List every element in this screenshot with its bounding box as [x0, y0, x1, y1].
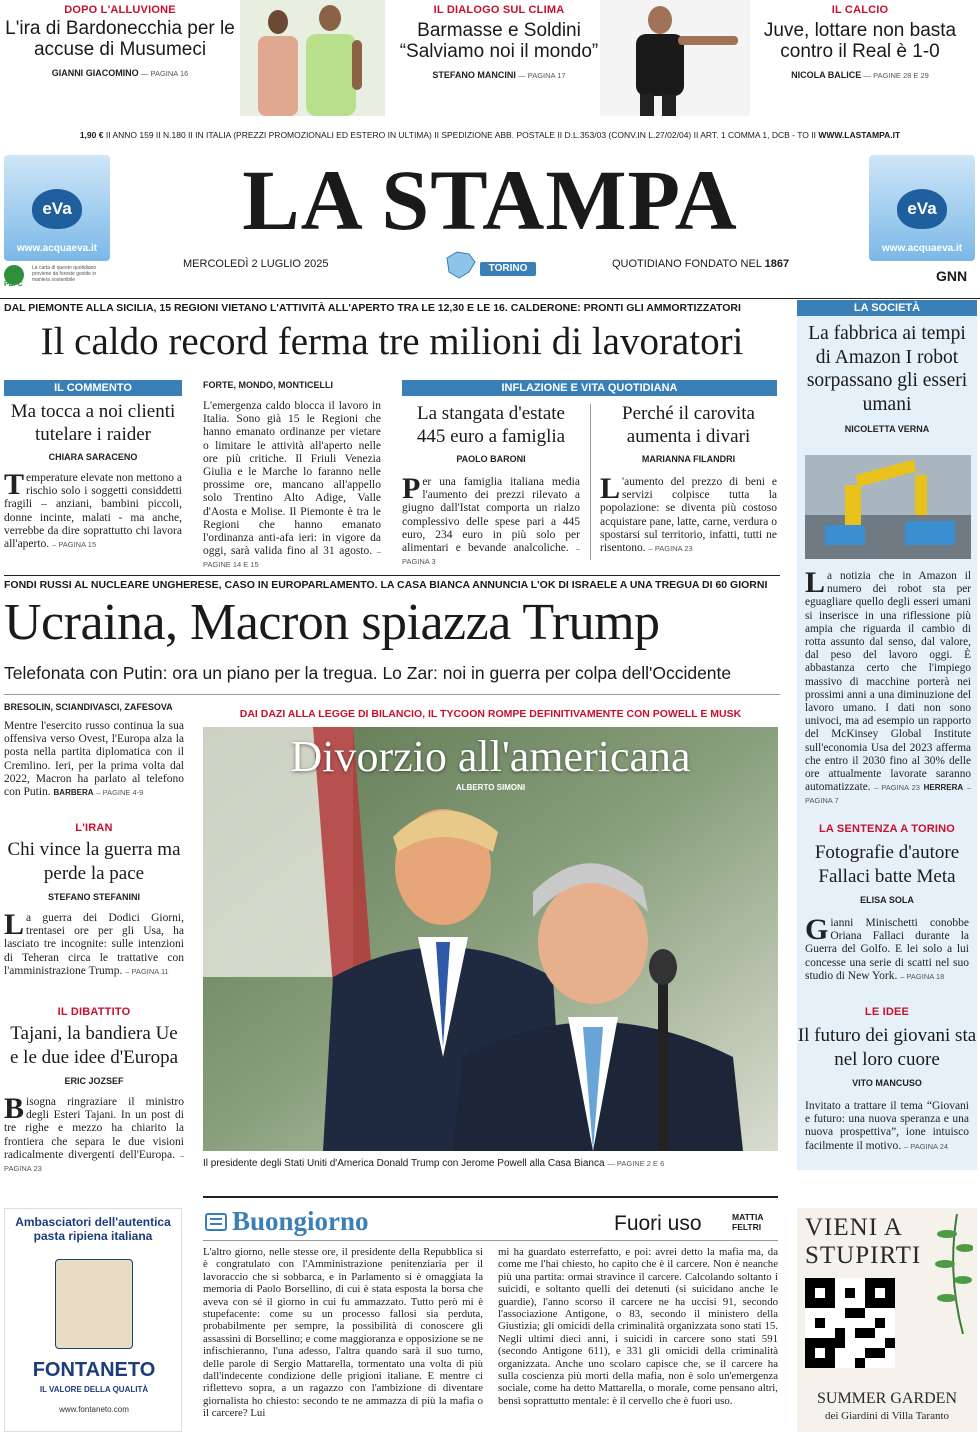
teaser-photo-climbers — [240, 0, 385, 116]
ad-eva-left[interactable] — [4, 155, 110, 261]
ucraina-kicker: FONDI RUSSI AL NUCLEARE UNGHERESE, CASO IN EUROPARLAMENTO. LA CASA BIANCA ANNUNCIA L'OK DI ISRAELE A UNA TREGUA DI 60 GIORNI — [4, 579, 768, 591]
fontaneto-brand: FONTANETO — [32, 1359, 156, 1381]
divider — [0, 298, 980, 299]
ad-eva-right[interactable] — [869, 155, 975, 261]
teaser-right[interactable] — [740, 0, 980, 112]
lead-kicker: DAL PIEMONTE ALLA SICILIA, 15 REGIONI VIETANO L'ATTIVITÀ ALL'APERTO TRA LE 12,30 E LE 16. CALDERONE: PRONTI GLI AMMORTIZZATORI — [4, 302, 741, 314]
iran-block[interactable] — [4, 822, 184, 978]
ucraina-headline[interactable]: Ucraina, Macron spiazza Trump — [4, 594, 660, 651]
societa-article[interactable] — [805, 566, 971, 808]
teaser-page: — PAGINE 28 E 29 — [863, 71, 929, 80]
divorzio-page: — PAGINE 2 E 6 — [607, 1159, 665, 1168]
eva-logo: eVa — [897, 189, 947, 229]
inflazione-left-title: La stangata d'estate 445 euro a famiglia — [416, 403, 566, 447]
buongiorno-col2: mi ha guardato esterrefatto, e poi: avrei detto la mafia ma, da come me l'hai chiesto, ho capito che è il carcere. Non è neanche più una partita: ormai stravince il carcere. Calcolando soltanto i suicidi, e soltanto quelli dei detenuti (si suicidano anche le guardie), l'anno scorso il carcere ne ha uccisi 91, secondo l'associazione Antigone, o 83, secondo il ministero della Giustizia; gli omicidi della criminalità organizzata sono stati 15. Negli ultimi dieci anni, i suicidi in carcere sono stati 591 (secondo Antigone 611), e 331 gli omicidi della criminalità organizzata. Anche uno scolaro capisce che, se il carcere ha sulla coscienza più morti della mafia, non è solo un'emergenza sociale, come ha detto Mattarella, o morale, come pensano altri, bensì soprattutto mentale: è il cervello che è fuori uso. — [498, 1246, 778, 1407]
founded-year: 1867 — [764, 258, 790, 270]
commento-title: Ma tocca a noi clienti tutelare i raider — [10, 401, 176, 445]
ad-summer-garden[interactable] — [797, 1208, 977, 1432]
fallaci-byline: ELISA SOLA — [860, 895, 914, 905]
inflazione-right-title: Perché il carovita aumenta i divari — [622, 403, 755, 447]
fallaci-kicker: LA SENTENZA A TORINO — [819, 823, 955, 835]
garden-sub: dei Giardini di Villa Taranto — [824, 1410, 950, 1422]
teaser-left[interactable] — [0, 0, 240, 112]
fontaneto-tagline: IL VALORE DELLA QUALITÀ — [39, 1385, 149, 1394]
commento-byline: CHIARA SARACENO — [48, 452, 138, 462]
teaser-kicker: IL DIALOGO SUL CLIMA — [433, 4, 565, 16]
commento-tag: IL COMMENTO — [4, 380, 182, 396]
ad-fontaneto[interactable] — [4, 1208, 182, 1432]
ucraina-body: Mentre l'esercito russo continua la sua offensiva verso Ovest, l'Europa alza la posta nella partita diplomatica con il Cremlino. Ieri, per la prima volta dal 2022, Macron ha parlato al telefono con Putin. BARBERA – PAGINE 4-9 — [4, 720, 184, 799]
caldo-body: L'emergenza caldo blocca il lavoro in Italia. Sono già 15 le Regioni che hanno emanato ordinanze per vietare o limitare le attività all'aperto nelle ore più critiche. Il Friuli Venezia Giulia e le Marche lo faranno nelle prossime ore, mancano all'appello solo Trentino Alto Adige, Valle d'Aosta e Molise. Il Piemonte è tra le Regioni che hanno emanato l'ordinanza anti-afa ieri: in vigore da oggi, sarà valida fino al 31 agosto. – PAGINE 14 E 15 — [203, 400, 382, 570]
city-badge[interactable]: TORINO — [480, 262, 536, 276]
eva-url: www.acquaeva.it — [16, 243, 98, 254]
inflazione-right[interactable] — [600, 402, 777, 555]
buongiorno-author: MATTIA FELTRI — [732, 1212, 764, 1232]
dibattito-body: Bisogna ringraziare il ministro degli Esteri Tajani. In un post di tre righe e mezzo ha chiarito la frontiera che separa le due visioni radicalmente divergenti dell'Europa. – PAGINA 23 — [4, 1092, 184, 1174]
inflazione-left[interactable] — [402, 402, 580, 568]
divorzio-photo[interactable] — [203, 727, 778, 1151]
founded-line — [612, 258, 789, 270]
societa-title: La fabbrica ai tempi di Amazon I robot sorpassano gli esseri umani — [806, 323, 968, 415]
idee-title: Il futuro dei giovani sta nel loro cuore — [797, 1025, 977, 1070]
idee-block[interactable] — [797, 1006, 977, 1153]
buongiorno-col1: L'altro giorno, nelle stesse ore, il presidente della Repubblica si è congratulato con l'Amministrazione penitenziaria per il lavoraccio che si sobbarca, e in Parlamento si è omaggiata la memoria di Paolo Borsellino, di cui è stata esposta la borsa che aveva con sé il giorno in cui fu ammazzato. Tutto però mi è stupefacente: come su un processo fallosi sia perduta, probabilmente per sempre, la possibilità di conoscere gli assassini di Borsellino; e come maggioranza e opposizione se ne infischieranno, l'una adesso, l'altra quando sarà il suo turno, delle parole di Sergio Mattarella, tormentato una volta di più dall'indecente condizione delle prigioni italiane. E mentre ci riflettevo sopra, a un ragazzo con l'ambizione di diventare giornalista ho chiesto: secondo te ne ammazza di più la mafia o il carcere? Lui — [203, 1246, 483, 1420]
divorzio-caption-line — [203, 1158, 778, 1169]
dibattito-block[interactable] — [4, 1006, 184, 1175]
inflazione-left-body: Per una famiglia italiana media l'aumento dei prezzi rilevato a giugno dall'Istat comporta un rialzo complessivo delle spese pari a 445 euro, 234 euro in più solo per alimentari e bevande analcoliche. – PAGINA 3 — [402, 472, 580, 567]
commento-body: Temperature elevate non mettono a rischio solo i soggetti considdetti fragili – anziani, bambini piccoli, donne incinte, malati - ma anche, verrebbe da dire soprattutto chi lavora all'aperto. – PAGINA 15 — [4, 468, 182, 551]
teaser-byline: STEFANO MANCINI — [432, 70, 516, 80]
eva-logo: eVa — [32, 189, 82, 229]
inflazione-block[interactable] — [402, 380, 777, 396]
commento-block[interactable] — [4, 380, 182, 551]
caldo-byline: FORTE, MONDO, MONTICELLI — [203, 380, 333, 390]
inflazione-right-body: L 'aumento del prezzo di beni e servizi colpisce tutta la popolazione: se diventa più costoso acquistare pane, latte, carne, verdura o spostarsi sul territorio, infatti, tutti ne risentono. – PAGINA 23 — [600, 472, 777, 555]
iran-kicker: L'IRAN — [75, 822, 113, 834]
teaser-title: Barmasse e Soldini “Salviamo noi il mondo” — [399, 20, 599, 62]
teaser-page: — PAGINA 16 — [140, 69, 189, 78]
ucraina-byline: BRESOLIN, SCIANDIVASCI, ZAFESOVA — [4, 702, 173, 712]
pefc-badge — [4, 265, 114, 289]
piemonte-map-icon — [443, 250, 477, 280]
ucraina-column[interactable] — [4, 702, 184, 799]
teaser-kicker: IL CALCIO — [831, 4, 889, 16]
dropcap: T — [4, 468, 25, 501]
column-rule — [590, 404, 591, 560]
ucraina-subhead: Telefonata con Putin: ora un piano per la tregua. Lo Zar: noi in guerra per colpa dell'Occidente — [4, 663, 732, 683]
masthead-title[interactable]: LA STAMPA — [242, 152, 738, 248]
site-link[interactable]: WWW.LASTAMPA.IT — [818, 130, 901, 140]
societa-block[interactable] — [797, 300, 977, 434]
teaser-byline: GIANNI GIACOMINO — [51, 68, 139, 78]
newspaper-icon — [203, 1208, 229, 1234]
masthead-date: MERCOLEDÌ 2 LUGLIO 2025 — [183, 258, 329, 270]
divider — [4, 694, 780, 695]
divorzio-kicker: DAI DAZI ALLA LEGGE DI BILANCIO, IL TYCOON ROMPE DEFINITIVAMENTE CON POWELL E MUSK — [239, 708, 742, 720]
pefc-note: La carta di questo quotidiano proviene da foreste gestite in maniera sostenibile — [32, 265, 97, 283]
societa-body: La notizia che in Amazon il numero dei robot sta per eguagliare quello degli esseri umani si inserisce in una riflessione più ampia che riguarda il cambio di rotta assunto dal senso, dal valore, dal peso del lavoro oggi. È abbastanza certo che l'impiego massivo di macchine porterà nei prossimi anni a una diminuzione del lavoro umano. I dati non sono univoci, ma ad esempio un rapporto del McKinsey Global Institute sull'economia Usa del 2023 afferma che entro il 2030 fino al 30% delle ore attualmente lavorate saranno automatizzate. – PAGINA 23 HERRERA – PAGINA 7 — [805, 566, 971, 806]
eva-url: www.acquaeva.it — [881, 243, 963, 254]
pasta-package — [55, 1259, 133, 1349]
societa-byline: NICOLETTA VERNA — [844, 424, 930, 434]
idee-byline: VITO MANCUSO — [852, 1078, 922, 1088]
divorzio-headline: Divorzio all'americana — [290, 732, 691, 781]
idee-kicker: LE IDEE — [864, 1006, 910, 1018]
gnn-logo: GNN — [936, 268, 968, 284]
teaser-photo-coach — [600, 0, 750, 116]
teaser-title: L'ira di Bardonecchia per le accuse di Musumeci — [5, 18, 235, 60]
societa-tag: LA SOCIETÀ — [797, 300, 977, 316]
teaser-kicker: DOPO L'ALLUVIONE — [64, 4, 176, 16]
iran-body: La guerra dei Dodici Giorni, trentasei ore per gli Usa, ha lasciato tre incognite: sulle intenzioni di Teheran circa le trattative con l'amministrazione Trump. – PAGINA 11 — [4, 908, 184, 977]
fallaci-title: Fotografie d'autore Fallaci batte Meta — [814, 842, 960, 887]
divider — [203, 1196, 778, 1198]
info-line-text: II ANNO 159 II N.180 II IN ITALIA (PREZZI PROMOZIONALI ED ESTERO IN ULTIMA) II SPEDIZIONE ABB. POSTALE II D.L.353/03 (CONV.IN L.27/02/04) II ART. 1 COMMA 1, DCB - TO II — [105, 130, 816, 140]
fallaci-body: Gianni Minischetti conobbe Oriana Fallaci durante la Guerra del Golfo. E lei solo a lui concesse una serie di scatti nel suo studio di New York. – PAGINA 18 — [805, 913, 969, 982]
qr-code[interactable] — [805, 1278, 895, 1368]
iran-byline: STEFANO STEFANINI — [47, 892, 140, 902]
info-line — [0, 130, 980, 140]
inflazione-right-byline: MARIANNA FILANDRI — [641, 454, 736, 464]
price: 1,90 € — [79, 130, 104, 140]
dibattito-byline: ERIC JOZSEF — [64, 1076, 124, 1086]
caldo-column[interactable] — [203, 380, 381, 572]
divorzio-byline: ALBERTO SIMONI — [455, 783, 526, 792]
divider — [4, 575, 780, 576]
teaser-title: Juve, lottare non basta contro il Real è 1-0 — [763, 20, 957, 62]
garden-headline: VIENI A STUPIRTI — [805, 1214, 922, 1269]
inflazione-left-byline: PAOLO BARONI — [456, 454, 526, 464]
buongiorno-title[interactable]: Buongiorno — [232, 1206, 369, 1236]
dibattito-kicker: IL DIBATTITO — [57, 1006, 131, 1018]
garden-name: SUMMER GARDEN — [816, 1390, 957, 1407]
founded-label: QUOTIDIANO FONDATO NEL — [612, 258, 762, 270]
iran-title: Chi vince la guerra ma perde la pace — [7, 839, 181, 884]
buongiorno-column-title: Fuori uso — [614, 1212, 702, 1235]
inflazione-tag: INFLAZIONE E VITA QUOTIDIANA — [402, 380, 777, 396]
robot-photo — [805, 455, 971, 559]
lead-headline[interactable]: Il caldo record ferma tre milioni di lavoratori — [40, 320, 744, 363]
teaser-center[interactable] — [385, 0, 613, 112]
divorzio-caption: Il presidente degli Stati Uniti d'America Donald Trump con Jerome Powell alla Casa Bianca — [203, 1158, 605, 1169]
fallaci-block[interactable] — [797, 823, 977, 983]
divider — [203, 1240, 778, 1241]
fern-icon — [927, 1214, 973, 1334]
idee-body: Invitato a trattare il tema “Giovani e futuro: una nuova speranza e una nuova prospettiva”, ione intuisco facilmente il motivo. – PAGINA 24 — [805, 1100, 969, 1152]
teaser-page: — PAGINA 17 — [518, 71, 566, 80]
fontaneto-headline: Ambasciatori dell'autentica pasta ripiena italiana — [15, 1215, 171, 1243]
pefc-label: PEFC — [4, 281, 23, 288]
teaser-byline: NICOLA BALICE — [791, 70, 862, 80]
fontaneto-url: www.fontaneto.com — [59, 1405, 129, 1414]
dibattito-title: Tajani, la bandiera Ue e le due idee d'Europa — [9, 1023, 178, 1068]
